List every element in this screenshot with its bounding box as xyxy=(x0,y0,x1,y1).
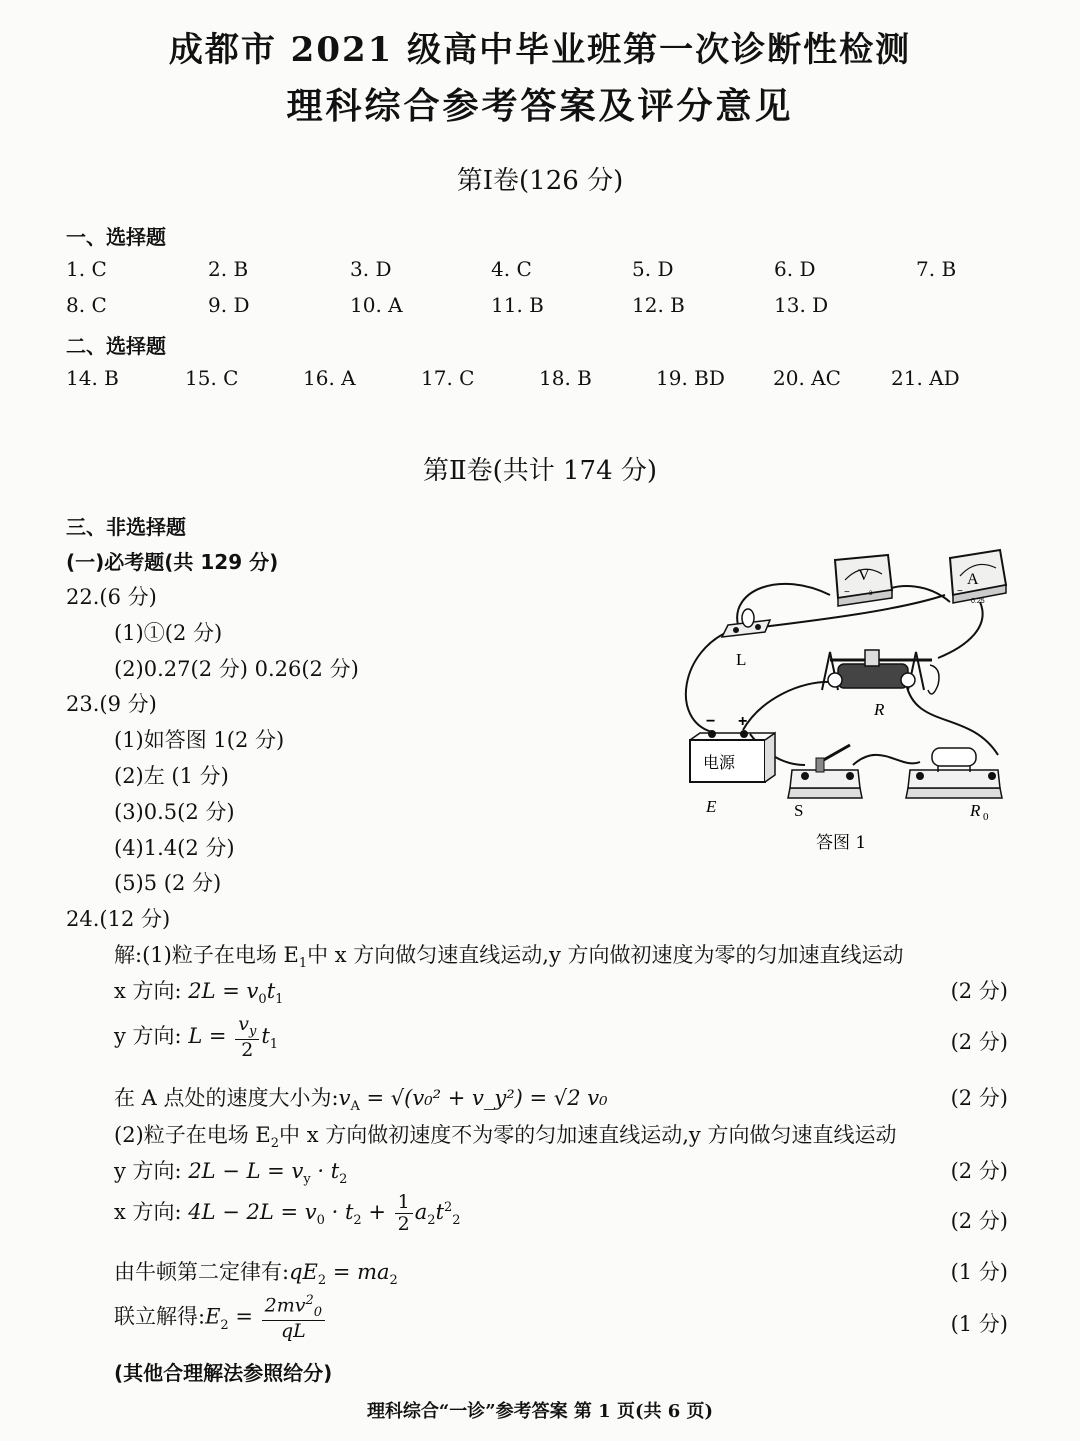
answer-item: 18. B xyxy=(539,366,592,390)
q24-solution-equation xyxy=(114,1294,327,1342)
q24-note: (其他合理解法参照给分) xyxy=(114,1361,333,1385)
eq-sub: 2 xyxy=(452,1213,461,1229)
eq-equals: = xyxy=(228,1304,253,1329)
page-footer: 理科综合“一诊”参考答案 第 1 页(共 6 页) xyxy=(366,1401,714,1422)
question-22-head: 22.(6 分) xyxy=(66,585,157,609)
lamp xyxy=(722,609,770,669)
frac-den: 2 xyxy=(241,1039,254,1062)
eq-sub: y xyxy=(303,1172,311,1188)
circuit-diagram xyxy=(670,540,1020,860)
q24-part2 xyxy=(114,1119,896,1151)
ammeter xyxy=(950,550,1006,605)
frac-den: 2 xyxy=(397,1212,410,1235)
answer-item: 11. B xyxy=(491,293,544,317)
section2-title: 二、选择题 xyxy=(66,334,166,358)
eq-sub: 2 xyxy=(427,1213,436,1229)
part2-text: (2)粒子在电场 E xyxy=(114,1123,271,1147)
question-22-line: (2)0.27(2 分) 0.26(2 分) xyxy=(114,657,359,681)
question-23-line: (1)如答图 1(2 分) xyxy=(114,728,285,752)
eq-sub: 2 xyxy=(353,1213,362,1229)
frac-num: 1 xyxy=(395,1192,413,1214)
eq-label: 由牛顿第二定律有: xyxy=(114,1260,290,1284)
eq-body: E xyxy=(205,1304,221,1329)
eq-body: qE xyxy=(289,1260,318,1284)
eq-sub: 2 xyxy=(389,1273,398,1289)
answer-item: 15. C xyxy=(185,366,239,390)
eq-sub: 1 xyxy=(269,1037,279,1053)
eq-label: x 方向: xyxy=(114,1199,182,1224)
fraction xyxy=(395,1192,413,1235)
answer-item: 6. D xyxy=(774,257,816,281)
eq-rest: = ma xyxy=(326,1260,390,1284)
meter-a-minus: − xyxy=(957,586,963,597)
answer-item: 9. D xyxy=(208,293,250,317)
question-23-line: (4)1.4(2 分) xyxy=(114,836,235,860)
question-22-line: (1)①(2 分) xyxy=(114,621,223,645)
fixed-resistor xyxy=(906,748,1002,823)
q24-y1-points: (2 分) xyxy=(950,1030,1008,1054)
subsection-title: (一)必考题(共 129 分) xyxy=(66,550,279,574)
answer-item: 8. C xyxy=(66,293,107,317)
answer-item: 13. D xyxy=(774,293,829,317)
frac-num-sup: 2 xyxy=(305,1293,314,1308)
eq-t: t xyxy=(261,1024,270,1048)
answer-item: 4. C xyxy=(491,257,532,281)
figure-caption: 答图 1 xyxy=(816,833,867,853)
battery-plus: + xyxy=(738,713,748,730)
question-23-line: (2)左 (1 分) xyxy=(114,764,229,788)
answer-item: 21. AD xyxy=(891,366,960,390)
answer-item: 12. B xyxy=(632,293,685,317)
q24-va-equation xyxy=(114,1082,608,1114)
fraction xyxy=(235,1014,259,1061)
eq-label: y 方向: xyxy=(114,1024,182,1048)
eq-label: 在 A 点处的速度大小为: xyxy=(114,1086,339,1110)
q24-y2-points: (2 分) xyxy=(950,1159,1008,1183)
label-R0: R xyxy=(970,801,981,820)
battery-minus: − xyxy=(706,713,716,730)
meter-a-label: A xyxy=(967,571,979,588)
frac-num: 2mv xyxy=(264,1294,306,1317)
eq-plus: + xyxy=(361,1199,386,1224)
answer-item: 14. B xyxy=(66,366,119,390)
question-23-line: (5)5 (2 分) xyxy=(114,871,222,895)
q24-x1-equation xyxy=(114,975,283,1007)
q24-x2-points: (2 分) xyxy=(950,1209,1008,1233)
eq-sub: 2 xyxy=(220,1317,229,1333)
q24-y1-equation xyxy=(114,1014,278,1061)
voltmeter xyxy=(835,555,892,606)
label-E: E xyxy=(706,797,717,816)
volume2-title: 第Ⅱ卷(共计 174 分) xyxy=(422,456,658,486)
eq-body: 2L = v xyxy=(188,979,259,1003)
question-23-line: (3)0.5(2 分) xyxy=(114,800,235,824)
frac-den: qL xyxy=(280,1320,306,1343)
frac-num-sub: y xyxy=(248,1023,257,1039)
eq-sub: 0 xyxy=(258,992,267,1008)
answer-item: 2. B xyxy=(208,257,249,281)
eq-sub: 2 xyxy=(317,1273,327,1289)
answer-item: 20. AC xyxy=(773,366,841,390)
question-24-head: 24.(12 分) xyxy=(66,907,171,931)
eq-rest: = √(v₀² + v_y²) = √2 v₀ xyxy=(359,1086,608,1110)
eq-body: v xyxy=(338,1086,351,1110)
label-R: R xyxy=(874,700,885,719)
document-title: 成都市 2021 级高中毕业班第一次诊断性检测 xyxy=(168,30,912,70)
answer-item: 16. A xyxy=(303,366,356,390)
label-L: L xyxy=(736,650,747,669)
eq-t: t xyxy=(266,979,276,1003)
part2-sub: 2 xyxy=(270,1136,280,1152)
wire xyxy=(743,682,833,730)
q24-intro-sub: 1 xyxy=(298,956,308,972)
eq-t: t xyxy=(435,1199,445,1224)
eq-sub: 1 xyxy=(275,992,284,1008)
eq-sup: 2 xyxy=(444,1199,453,1215)
frac-num: v xyxy=(238,1013,249,1035)
part2-rest: 中 x 方向做初速度不为零的匀加速直线运动,y 方向做匀速直线运动 xyxy=(279,1123,897,1147)
meter-v-minus: − xyxy=(844,587,850,598)
meter-a-range: 0.25 xyxy=(971,598,985,605)
eq-sub: 2 xyxy=(339,1172,348,1188)
q24-intro-text: 解:(1)粒子在电场 E xyxy=(114,943,299,967)
wire xyxy=(906,683,998,755)
answer-item: 7. B xyxy=(916,257,957,281)
eq-sub: 0 xyxy=(316,1213,325,1229)
eq-label: x 方向: xyxy=(114,979,182,1003)
answer-item: 10. A xyxy=(350,293,403,317)
section3-title: 三、非选择题 xyxy=(66,515,186,539)
q24-intro xyxy=(114,939,904,971)
q24-x1-points: (2 分) xyxy=(950,979,1008,1003)
switch xyxy=(788,745,862,820)
frac-num-sub: 0 xyxy=(313,1305,323,1321)
section1-title: 一、选择题 xyxy=(66,225,166,249)
eq-label: y 方向: xyxy=(114,1159,182,1183)
meter-v-label: V xyxy=(858,567,870,584)
eq-a: a xyxy=(414,1199,428,1224)
battery-text: 电源 xyxy=(703,753,736,772)
eq-body: 2L − L = v xyxy=(188,1159,304,1183)
document-subtitle: 理科综合参考答案及评分意见 xyxy=(286,85,794,127)
eq-sub: A xyxy=(350,1099,360,1115)
q24-y2-equation xyxy=(114,1155,347,1187)
q24-newton-points: (1 分) xyxy=(950,1260,1008,1284)
eq-rest: · t xyxy=(310,1159,340,1183)
eq-body: 4L − 2L = v xyxy=(188,1199,317,1224)
question-23-head: 23.(9 分) xyxy=(66,692,157,716)
q24-solution-points: (1 分) xyxy=(950,1312,1008,1336)
q24-intro-rest: 中 x 方向做匀速直线运动,y 方向做初速度为零的匀加速直线运动 xyxy=(307,943,904,967)
answer-item: 3. D xyxy=(350,257,392,281)
label-S: S xyxy=(794,801,804,820)
fraction xyxy=(262,1294,325,1342)
wire xyxy=(853,755,920,765)
q24-newton-equation xyxy=(114,1256,398,1288)
volume1-title: 第Ⅰ卷(126 分) xyxy=(456,166,624,196)
label-R0-sub: 0 xyxy=(983,811,989,823)
answer-item: 5. D xyxy=(632,257,674,281)
q24-va-points: (2 分) xyxy=(950,1086,1008,1110)
wire xyxy=(938,602,983,658)
answer-item: 19. BD xyxy=(656,366,725,390)
answer-item: 17. C xyxy=(421,366,475,390)
eq-body: L = xyxy=(188,1024,227,1048)
q24-x2-equation xyxy=(114,1192,461,1235)
eq-label: 联立解得: xyxy=(114,1304,206,1329)
answer-item: 1. C xyxy=(66,257,107,281)
eq-mid: · t xyxy=(324,1199,354,1224)
meter-v-range: 3 xyxy=(869,591,873,597)
